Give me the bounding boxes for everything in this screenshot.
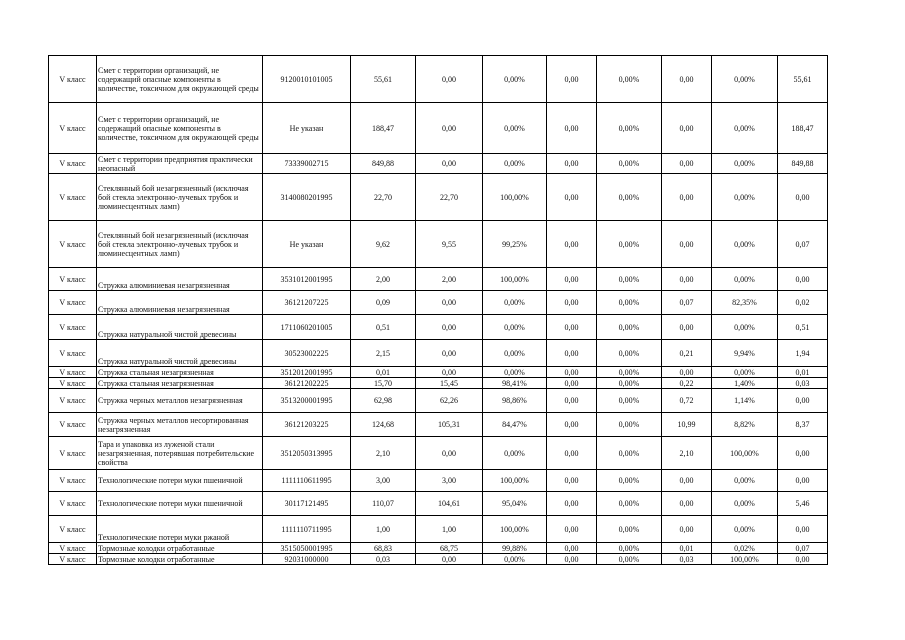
col1-pct-cell: 100,00% <box>483 516 547 543</box>
col2-cell: 0,00 <box>547 413 597 437</box>
col2-pct-cell: 0,00% <box>597 268 662 291</box>
total-cell: 0,01 <box>351 367 416 378</box>
col2-cell: 0,00 <box>547 516 597 543</box>
col2-cell: 0,00 <box>547 543 597 554</box>
col1-cell: 0,00 <box>416 437 483 470</box>
col2-pct-cell: 0,00% <box>597 413 662 437</box>
col3-cell: 0,00 <box>662 174 712 221</box>
col4-cell: 0,00 <box>778 389 828 413</box>
waste-code-cell: 3512012001995 <box>263 367 351 378</box>
col3-pct-cell: 0,00% <box>712 367 778 378</box>
col4-cell: 0,03 <box>778 378 828 389</box>
col1-pct-cell: 0,00% <box>483 367 547 378</box>
col1-pct-cell: 0,00% <box>483 315 547 340</box>
table-row <box>49 154 828 174</box>
col1-pct-cell: 100,00% <box>483 174 547 221</box>
waste-name-cell: Смет с территории предприятия практически неопасный <box>97 154 263 174</box>
col2-pct-cell: 0,00% <box>597 221 662 268</box>
total-cell: 2,00 <box>351 268 416 291</box>
total-cell: 2,10 <box>351 437 416 470</box>
hazard-class-cell: V класс <box>49 291 97 315</box>
col4-cell: 0,00 <box>778 516 828 543</box>
col3-pct-cell: 0,02% <box>712 543 778 554</box>
hazard-class-cell: V класс <box>49 268 97 291</box>
waste-name-cell: Стеклянный бой незагрязненный (исключая бой стекла электронно-лучевых трубок и люминесцентных ламп) <box>97 221 263 268</box>
col4-cell: 188,47 <box>778 103 828 154</box>
col1-cell: 9,55 <box>416 221 483 268</box>
col1-cell: 0,00 <box>416 367 483 378</box>
waste-name-cell: Стружка стальная незагрязненная <box>97 378 263 389</box>
table-row <box>49 492 828 516</box>
hazard-class-cell: V класс <box>49 413 97 437</box>
col2-pct-cell: 0,00% <box>597 340 662 367</box>
waste-name-cell: Стружка натуральной чистой древесины <box>97 315 263 340</box>
hazard-class-cell: V класс <box>49 554 97 565</box>
col3-pct-cell: 0,00% <box>712 221 778 268</box>
col1-cell: 3,00 <box>416 470 483 492</box>
hazard-class-cell: V класс <box>49 340 97 367</box>
col3-pct-cell: 8,82% <box>712 413 778 437</box>
hazard-class-cell: V класс <box>49 437 97 470</box>
hazard-class-cell: V класс <box>49 154 97 174</box>
hazard-class-cell: V класс <box>49 470 97 492</box>
col3-cell: 0,00 <box>662 492 712 516</box>
col1-pct-cell: 98,86% <box>483 389 547 413</box>
hazard-class-cell: V класс <box>49 367 97 378</box>
total-cell: 2,15 <box>351 340 416 367</box>
col4-cell: 0,02 <box>778 291 828 315</box>
table-row <box>49 268 828 291</box>
col2-pct-cell: 0,00% <box>597 470 662 492</box>
col3-pct-cell: 9,94% <box>712 340 778 367</box>
col1-pct-cell: 0,00% <box>483 56 547 103</box>
total-cell: 22,70 <box>351 174 416 221</box>
col3-pct-cell: 0,00% <box>712 516 778 543</box>
total-cell: 849,88 <box>351 154 416 174</box>
waste-code-cell: 3512050313995 <box>263 437 351 470</box>
waste-name-cell: Стружка черных металлов незагрязненная <box>97 389 263 413</box>
col1-pct-cell: 84,47% <box>483 413 547 437</box>
table-row <box>49 470 828 492</box>
hazard-class-cell: V класс <box>49 315 97 340</box>
col3-pct-cell: 0,00% <box>712 492 778 516</box>
total-cell: 15,70 <box>351 378 416 389</box>
col3-cell: 0,00 <box>662 154 712 174</box>
waste-name-cell: Технологические потери муки ржаной <box>97 516 263 543</box>
hazard-class-cell: V класс <box>49 56 97 103</box>
table-row <box>49 554 828 565</box>
waste-code-cell: 30523002225 <box>263 340 351 367</box>
total-cell: 62,98 <box>351 389 416 413</box>
col3-cell: 10,99 <box>662 413 712 437</box>
hazard-class-cell: V класс <box>49 516 97 543</box>
col4-cell: 55,61 <box>778 56 828 103</box>
waste-name-cell: Стружка стальная незагрязненная <box>97 367 263 378</box>
hazard-class-cell: V класс <box>49 492 97 516</box>
waste-name-cell: Стеклянный бой незагрязненный (исключая бой стекла электронно-лучевых трубок и люминесцентных ламп) <box>97 174 263 221</box>
waste-code-cell: 1711060201005 <box>263 315 351 340</box>
col3-cell: 0,00 <box>662 221 712 268</box>
col2-cell: 0,00 <box>547 470 597 492</box>
col2-cell: 0,00 <box>547 378 597 389</box>
hazard-class-cell: V класс <box>49 174 97 221</box>
total-cell: 0,51 <box>351 315 416 340</box>
waste-code-cell: 1111110711995 <box>263 516 351 543</box>
col2-cell: 0,00 <box>547 367 597 378</box>
waste-code-cell: 1111110611995 <box>263 470 351 492</box>
col2-cell: 0,00 <box>547 340 597 367</box>
waste-name-cell: Тормозные колодки отработанные <box>97 554 263 565</box>
col3-cell: 0,00 <box>662 56 712 103</box>
hazard-class-cell: V класс <box>49 543 97 554</box>
col3-pct-cell: 0,00% <box>712 470 778 492</box>
col2-pct-cell: 0,00% <box>597 367 662 378</box>
col1-pct-cell: 0,00% <box>483 291 547 315</box>
col1-pct-cell: 100,00% <box>483 470 547 492</box>
col4-cell: 8,37 <box>778 413 828 437</box>
col2-pct-cell: 0,00% <box>597 543 662 554</box>
col3-cell: 0,07 <box>662 291 712 315</box>
col1-pct-cell: 99,88% <box>483 543 547 554</box>
total-cell: 110,07 <box>351 492 416 516</box>
col4-cell: 0,01 <box>778 367 828 378</box>
col3-cell: 0,03 <box>662 554 712 565</box>
col1-cell: 15,45 <box>416 378 483 389</box>
col1-pct-cell: 0,00% <box>483 554 547 565</box>
table-row <box>49 516 828 543</box>
col4-cell: 0,07 <box>778 543 828 554</box>
col4-cell: 5,46 <box>778 492 828 516</box>
table-row <box>49 174 828 221</box>
waste-code-cell: 36121207225 <box>263 291 351 315</box>
col2-cell: 0,00 <box>547 437 597 470</box>
col2-pct-cell: 0,00% <box>597 516 662 543</box>
col2-cell: 0,00 <box>547 103 597 154</box>
waste-code-cell: 3515050001995 <box>263 543 351 554</box>
hazard-class-cell: V класс <box>49 103 97 154</box>
col1-cell: 62,26 <box>416 389 483 413</box>
table-row <box>49 315 828 340</box>
total-cell: 1,00 <box>351 516 416 543</box>
col1-cell: 0,00 <box>416 103 483 154</box>
col2-pct-cell: 0,00% <box>597 437 662 470</box>
col1-pct-cell: 0,00% <box>483 340 547 367</box>
waste-code-cell: 9120010101005 <box>263 56 351 103</box>
col4-cell: 0,00 <box>778 437 828 470</box>
waste-code-cell: Не указан <box>263 103 351 154</box>
col4-cell: 849,88 <box>778 154 828 174</box>
waste-name-cell: Тормозные колодки отработанные <box>97 543 263 554</box>
table-row <box>49 378 828 389</box>
table-row <box>49 56 828 103</box>
col2-cell: 0,00 <box>547 268 597 291</box>
waste-name-cell: Технологические потери муки пшеничной <box>97 470 263 492</box>
hazard-class-cell: V класс <box>49 389 97 413</box>
col3-cell: 0,00 <box>662 268 712 291</box>
col3-pct-cell: 0,00% <box>712 315 778 340</box>
col3-cell: 2,10 <box>662 437 712 470</box>
table-row <box>49 413 828 437</box>
col1-pct-cell: 0,00% <box>483 437 547 470</box>
col1-pct-cell: 100,00% <box>483 268 547 291</box>
col3-pct-cell: 0,00% <box>712 103 778 154</box>
waste-code-cell: 3140080201995 <box>263 174 351 221</box>
hazard-class-cell: V класс <box>49 221 97 268</box>
col3-cell: 0,22 <box>662 378 712 389</box>
col2-cell: 0,00 <box>547 291 597 315</box>
col3-cell: 0,00 <box>662 103 712 154</box>
col4-cell: 0,00 <box>778 268 828 291</box>
col4-cell: 0,07 <box>778 221 828 268</box>
col1-pct-cell: 99,25% <box>483 221 547 268</box>
col4-cell: 0,00 <box>778 470 828 492</box>
col2-cell: 0,00 <box>547 492 597 516</box>
total-cell: 188,47 <box>351 103 416 154</box>
col3-pct-cell: 100,00% <box>712 437 778 470</box>
col1-pct-cell: 95,04% <box>483 492 547 516</box>
total-cell: 68,83 <box>351 543 416 554</box>
waste-name-cell: Технологические потери муки пшеничной <box>97 492 263 516</box>
col3-pct-cell: 0,00% <box>712 154 778 174</box>
table-row <box>49 367 828 378</box>
waste-name-cell: Смет с территории организаций, не содержащий опасные компоненты в количестве, токсичном для окружающей среды <box>97 103 263 154</box>
col1-cell: 0,00 <box>416 554 483 565</box>
waste-code-cell: 3531012001995 <box>263 268 351 291</box>
col4-cell: 0,51 <box>778 315 828 340</box>
col3-cell: 0,01 <box>662 543 712 554</box>
col2-cell: 0,00 <box>547 554 597 565</box>
col2-pct-cell: 0,00% <box>597 174 662 221</box>
total-cell: 3,00 <box>351 470 416 492</box>
col1-cell: 104,61 <box>416 492 483 516</box>
waste-name-cell: Стружка алюминиевая незагрязненная <box>97 291 263 315</box>
table-row <box>49 437 828 470</box>
col3-pct-cell: 0,00% <box>712 268 778 291</box>
col1-cell: 1,00 <box>416 516 483 543</box>
total-cell: 55,61 <box>351 56 416 103</box>
col1-cell: 68,75 <box>416 543 483 554</box>
waste-name-cell: Стружка алюминиевая незагрязненная <box>97 268 263 291</box>
col2-cell: 0,00 <box>547 174 597 221</box>
table-row <box>49 340 828 367</box>
waste-code-cell: 3513200001995 <box>263 389 351 413</box>
waste-code-cell: Не указан <box>263 221 351 268</box>
col3-pct-cell: 0,00% <box>712 56 778 103</box>
col1-cell: 105,31 <box>416 413 483 437</box>
col1-cell: 0,00 <box>416 340 483 367</box>
col1-cell: 2,00 <box>416 268 483 291</box>
col2-pct-cell: 0,00% <box>597 492 662 516</box>
waste-code-cell: 73339002715 <box>263 154 351 174</box>
col3-pct-cell: 1,14% <box>712 389 778 413</box>
col2-pct-cell: 0,00% <box>597 56 662 103</box>
col2-pct-cell: 0,00% <box>597 154 662 174</box>
col3-pct-cell: 82,35% <box>712 291 778 315</box>
waste-name-cell: Стружка черных металлов несортированная незагрязненная <box>97 413 263 437</box>
col2-pct-cell: 0,00% <box>597 315 662 340</box>
col2-pct-cell: 0,00% <box>597 103 662 154</box>
col1-cell: 0,00 <box>416 315 483 340</box>
waste-code-cell: 36121203225 <box>263 413 351 437</box>
waste-table <box>48 55 828 565</box>
waste-code-cell: 36121202225 <box>263 378 351 389</box>
waste-name-cell: Стружка натуральной чистой древесины <box>97 340 263 367</box>
col3-cell: 0,00 <box>662 470 712 492</box>
col3-pct-cell: 0,00% <box>712 174 778 221</box>
table-row <box>49 103 828 154</box>
col2-pct-cell: 0,00% <box>597 389 662 413</box>
total-cell: 0,03 <box>351 554 416 565</box>
table-row <box>49 291 828 315</box>
col2-cell: 0,00 <box>547 315 597 340</box>
col2-cell: 0,00 <box>547 56 597 103</box>
col3-pct-cell: 100,00% <box>712 554 778 565</box>
table-row <box>49 543 828 554</box>
col1-cell: 0,00 <box>416 154 483 174</box>
col1-pct-cell: 98,41% <box>483 378 547 389</box>
waste-code-cell: 30117121495 <box>263 492 351 516</box>
col3-cell: 0,00 <box>662 315 712 340</box>
table-row <box>49 389 828 413</box>
col1-cell: 0,00 <box>416 291 483 315</box>
col1-pct-cell: 0,00% <box>483 154 547 174</box>
col2-cell: 0,00 <box>547 221 597 268</box>
col4-cell: 1,94 <box>778 340 828 367</box>
total-cell: 124,68 <box>351 413 416 437</box>
waste-name-cell: Смет с территории организаций, не содержащий опасные компоненты в количестве, токсичном для окружающей среды <box>97 56 263 103</box>
col1-pct-cell: 0,00% <box>483 103 547 154</box>
col3-cell: 0,72 <box>662 389 712 413</box>
col3-cell: 0,00 <box>662 516 712 543</box>
col1-cell: 22,70 <box>416 174 483 221</box>
table-row <box>49 221 828 268</box>
col3-pct-cell: 1,40% <box>712 378 778 389</box>
col4-cell: 0,00 <box>778 174 828 221</box>
waste-name-cell: Тара и упаковка из луженой стали незагрязненная, потерявшая потребительские свойства <box>97 437 263 470</box>
hazard-class-cell: V класс <box>49 378 97 389</box>
total-cell: 0,09 <box>351 291 416 315</box>
waste-code-cell: 92031000000 <box>263 554 351 565</box>
total-cell: 9,62 <box>351 221 416 268</box>
col2-pct-cell: 0,00% <box>597 554 662 565</box>
col2-pct-cell: 0,00% <box>597 291 662 315</box>
col2-pct-cell: 0,00% <box>597 378 662 389</box>
col1-cell: 0,00 <box>416 56 483 103</box>
col3-cell: 0,21 <box>662 340 712 367</box>
col2-cell: 0,00 <box>547 154 597 174</box>
col2-cell: 0,00 <box>547 389 597 413</box>
col4-cell: 0,00 <box>778 554 828 565</box>
col3-cell: 0,00 <box>662 367 712 378</box>
